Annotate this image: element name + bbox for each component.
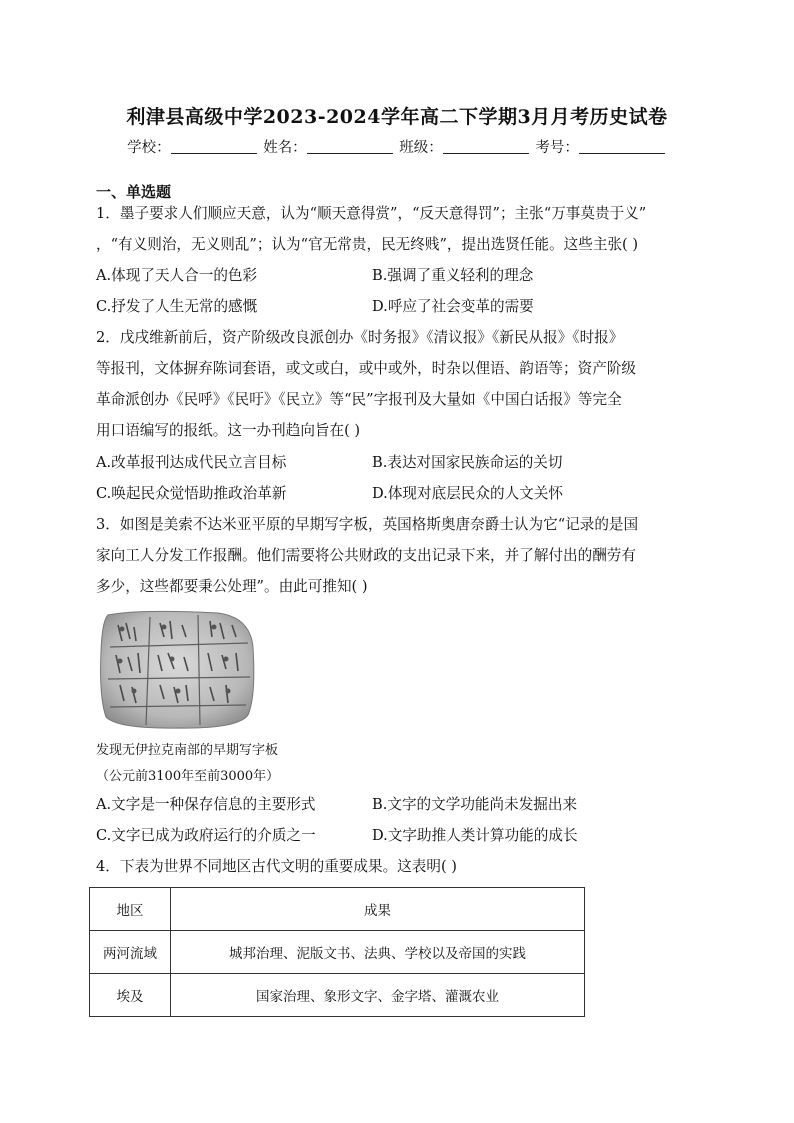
table-row [90,931,585,974]
question-line: 1．墨子要求人们顺应天意，认为“顺天意得赏”，“反天意得罚”；主张“万事莫贵于义” [96,205,647,222]
caption-line: 发现无伊拉克南部的早期写字板 [96,743,279,758]
caption-line: （公元前3100年至前3000年） [96,769,280,784]
option-b[interactable]: B.文字的文学功能尚未发掘出来 [372,796,578,813]
option-a[interactable]: A.文字是一种保存信息的主要形式 [96,796,316,813]
question-2-stem [96,322,700,446]
table-cell: 两河流域 [90,931,171,974]
table-header-cell: 成果 [171,888,585,931]
table-cell: 国家治理、象形文字、金字塔、灌溉农业 [171,974,585,1017]
question-1-options [96,260,706,322]
class-label: 班级： [399,140,443,156]
option-d[interactable]: D.文字助推人类计算功能的成长 [372,827,578,844]
question-line: 多少，这些都要秉公处理”。由此可推知( ) [96,578,368,595]
option-a[interactable]: A.改革报刊达成代民立言目标 [96,454,287,471]
option-c[interactable]: C.抒发了人生无常的感慨 [96,298,258,315]
question-line: ，“有义则治，无义则乱”；认为“官无常贵，民无终贱”，提出选贤任能。这些主张( ) [96,236,639,253]
question-3-stem [96,509,700,602]
question-line: 家向工人分发工作报酬。他们需要将公共财政的支出记录下来，并了解付出的酬劳有 [96,547,636,564]
question-2-options [96,447,706,509]
exam-title: 利津县高级中学2023-2024学年高二下学期3月月考历史试卷 [126,106,668,128]
name-blank[interactable] [307,139,393,154]
question-4-stem [96,851,700,882]
option-a[interactable]: A.体现了天人合一的色彩 [96,267,258,284]
table-row [90,974,585,1017]
section-title: 一、单选题 [96,183,172,201]
civilization-results-table [89,887,585,1017]
student-info-fields [0,136,794,157]
name-label: 姓名： [263,140,307,156]
option-d[interactable]: D.体现对底层民众的人文关怀 [372,485,563,502]
school-label: 学校： [127,140,171,156]
table-header-cell: 地区 [90,888,171,931]
option-b[interactable]: B.强调了重义轻利的理念 [372,267,534,284]
table-cell: 埃及 [90,974,171,1017]
table-header-row [90,888,585,931]
option-c[interactable]: C.文字已成为政府运行的介质之一 [96,827,316,844]
question-3-options [96,789,706,851]
exam-number-blank[interactable] [579,139,665,154]
option-d[interactable]: D.呼应了社会变革的需要 [372,298,534,315]
question-line: 4．下表为世界不同地区古代文明的重要成果。这表明( ) [96,858,457,875]
table-cell: 城邦治理、泥版文书、法典、学校以及帝国的实践 [171,931,585,974]
exam-number-label: 考号： [535,140,579,156]
question-line: 等报刊，文体摒弃陈词套语，或文或白，或中或外，时杂以俚语、韵语等；资产阶级 [96,360,636,377]
question-1-stem [96,198,700,260]
clay-tablet-image [98,607,256,732]
option-b[interactable]: B.表达对国家民族命运的关切 [372,454,563,471]
class-blank[interactable] [443,139,529,154]
question-line: 3．如图是美索不达米亚平原的早期写字板，英国格斯奥唐奈爵士认为它“记录的是国 [96,516,639,533]
question-line: 2．戊戌维新前后，资产阶级改良派创办《时务报》《清议报》《新民从报》《时报》 [96,329,624,346]
option-c[interactable]: C.唤起民众觉悟助推政治革新 [96,485,287,502]
question-line: 革命派创办《民呼》《民吁》《民立》等“民”字报刊及大量如《中国白话报》等完全 [96,391,622,408]
school-blank[interactable] [171,139,257,154]
question-line: 用口语编写的报纸。这一办刊趋向旨在( ) [96,422,361,439]
image-caption [96,738,279,790]
